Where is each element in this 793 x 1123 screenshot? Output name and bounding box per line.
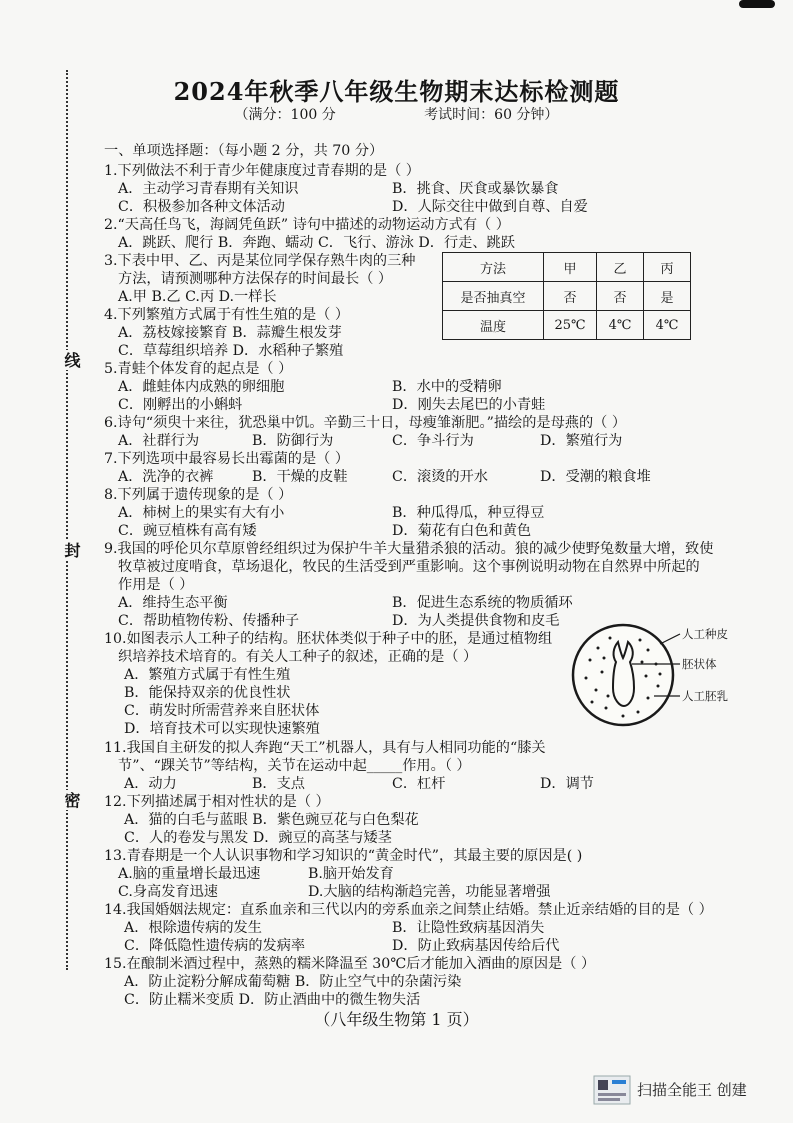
label-artificial-endosperm: 人工胚乳	[682, 689, 728, 703]
exam-info	[0, 104, 793, 124]
q7-option-c: C．滚烫的开水	[392, 469, 488, 485]
q10-option-b: B．能保持双亲的优良性状	[124, 685, 291, 701]
q11-stem-cont: 节”、“踝关节”等结构，关节在运动中起_____作用。（ ）	[118, 758, 471, 774]
table-cell: 是	[644, 282, 691, 311]
table-cell: 温度	[443, 311, 544, 340]
q2-stem: 2.“天高任鸟飞，海阔凭鱼跃” 诗句中描述的动物运动方式有（ ）	[104, 217, 510, 233]
q6-option-b: B．防御行为	[252, 433, 334, 449]
q9-stem-end: 作用是（ ）	[118, 577, 194, 593]
q1-option-c: C．积极参加各种文体活动	[118, 199, 285, 215]
q1-option-d: D．人际交往中做到自尊、自爱	[392, 199, 588, 215]
q1-option-a: A．主动学习青春期有关知识	[118, 181, 299, 197]
q12-stem: 12.下列描述属于相对性状的是（ ）	[104, 794, 330, 810]
q3-stem-cont: 方法，请预测哪种方法保存的时间最长（ ）	[118, 271, 393, 287]
q9-stem: 9.我国的呼伦贝尔草原曾经组织过为保护牛羊大量猎杀狼的活动。狼的减少使野兔数量大增，致使	[104, 541, 714, 557]
q9-option-b: B．促进生态系统的物质循环	[392, 595, 573, 611]
q6-option-c: C．争斗行为	[392, 433, 474, 449]
q4-options-ab: A．荔枝嫁接繁育 B．蒜瓣生根发芽	[118, 325, 342, 341]
table-row	[443, 282, 691, 311]
q6-option-a: A．社群行为	[118, 433, 200, 449]
table-cell: 25℃	[544, 311, 597, 340]
exam-time: 考试时间：60 分钟）	[424, 107, 559, 123]
q10-stem: 10.如图表示人工种子的结构。胚状体类似于种子中的胚，是通过植物组	[104, 631, 553, 647]
q2-options: A．跳跃、爬行 B．奔跑、蠕动 C．飞行、游泳 D．行走、跳跃	[118, 235, 515, 251]
q8-stem: 8.下列属于遗传现象的是（ ）	[104, 487, 293, 503]
binding-line	[66, 70, 68, 970]
artificial-seed-diagram	[568, 620, 788, 730]
table-cell: 丙	[644, 253, 691, 282]
q10-stem-cont: 织培养技术培育的。有关人工种子的叙述，正确的是（ ）	[118, 649, 478, 665]
q11-stem: 11.我国自主研发的拟人奔跑“天工”机器人，具有与人相同功能的“膝关	[104, 740, 546, 756]
q13-option-d: D.大脑的结构渐趋完善，功能显著增强	[308, 884, 551, 900]
q8-option-b: B．种瓜得瓜，种豆得豆	[392, 505, 545, 521]
q5-option-c: C．刚孵出的小蝌蚪	[118, 397, 243, 413]
q5-stem: 5.青蛙个体发育的起点是（ ）	[104, 361, 293, 377]
label-artificial-seed-coat: 人工种皮	[682, 627, 728, 641]
q14-stem: 14.我国婚姻法规定：直系血亲和三代以内的旁系血亲之间禁止结婚。禁止近亲结婚的目的是（ ）	[104, 902, 713, 918]
q15-options-ab: A．防止淀粉分解成葡萄糖 B．防止空气中的杂菌污染	[124, 974, 462, 990]
q11-option-d: D．调节	[540, 776, 594, 792]
page-footer: （八年级生物第 1 页）	[314, 1010, 479, 1029]
q14-option-a: A．根除遗传病的发生	[124, 920, 262, 936]
q13-option-a: A.脑的重量增长最迅速	[118, 866, 261, 882]
page-title: 2024年秋季八年级生物期末达标检测题	[173, 77, 620, 106]
q4-options-cd: C．草莓组织培养 D．水稻种子繁殖	[118, 343, 344, 359]
q9-stem-cont: 牧草被过度啃食，草场退化，牧民的生活受到严重影响。这个事例说明动物在自然界中所起的	[118, 559, 700, 575]
q14-option-d: D．防止致病基因传给后代	[392, 938, 560, 954]
q10-option-c: C．萌发时所需营养来自胚状体	[124, 703, 320, 719]
watermark-text: 扫描全能王 创建	[637, 1081, 747, 1099]
q1-stem: 1.下列做法不利于青少年健康度过青春期的是（ ）	[104, 163, 420, 179]
table-cell: 乙	[597, 253, 644, 282]
full-marks: （满分：100 分	[234, 107, 336, 123]
q14-option-c: C．降低隐性遗传病的发病率	[124, 938, 306, 954]
table-cell: 甲	[544, 253, 597, 282]
margin-char-line: 线	[62, 352, 81, 368]
margin-char-secret: 密	[62, 792, 81, 808]
q11-option-a: A．动力	[124, 776, 177, 792]
q6-stem: 6.诗句“须臾十来往，犹恐巢中饥。辛勤三十日，母瘦雏渐肥。”描绘的是母燕的（ ）	[104, 415, 627, 431]
q13-option-c: C.身高发育迅速	[118, 884, 218, 900]
label-line-coat	[660, 634, 680, 644]
table-cell: 4℃	[597, 311, 644, 340]
q15-stem: 15.在酿制米酒过程中，蒸熟的糯米降温至 30℃后才能加入酒曲的原因是（ ）	[104, 956, 596, 972]
q12-options-ab: A．猫的白毛与蓝眼 B．紫色豌豆花与白色梨花	[124, 812, 419, 828]
q8-option-c: C．豌豆植株有高有矮	[118, 523, 257, 539]
q14-option-b: B．让隐性致病基因消失	[392, 920, 545, 936]
q12-options-cd: C．人的卷发与黑发 D．豌豆的高茎与矮茎	[124, 830, 392, 846]
table-cell: 4℃	[644, 311, 691, 340]
table-cell: 是否抽真空	[443, 282, 544, 311]
q8-option-a: A．柿树上的果实有大有小	[118, 505, 285, 521]
table-cell: 否	[544, 282, 597, 311]
q9-option-c: C．帮助植物传粉、传播种子	[118, 613, 300, 629]
q3-options: A.甲 B.乙 C.丙 D.一样长	[118, 289, 277, 305]
q13-stem: 13.青春期是一个人认识事物和学习知识的“黄金时代”，其最主要的原因是( )	[104, 848, 583, 864]
q9-option-a: A．维持生态平衡	[118, 595, 228, 611]
q6-option-d: D．繁殖行为	[540, 433, 623, 449]
q10-option-d: D．培育技术可以实现快速繁殖	[124, 721, 320, 737]
q8-option-d: D．菊花有白色和黄色	[392, 523, 532, 539]
q3-stem: 3.下表中甲、乙、丙是某位同学保存熟牛肉的三种	[104, 253, 416, 269]
q9-option-d: D．为人类提供食物和皮毛	[392, 613, 560, 629]
scan-mark	[739, 0, 775, 8]
table-cell: 否	[597, 282, 644, 311]
q11-option-c: C．杠杆	[392, 776, 446, 792]
table-row	[443, 253, 691, 282]
label-embryoid: 胚状体	[682, 657, 717, 671]
qr-block	[598, 1098, 620, 1101]
storage-table	[442, 252, 691, 340]
section-heading: 一、单项选择题：（每小题 2 分，共 70 分）	[104, 143, 384, 159]
qr-block	[598, 1080, 608, 1090]
q7-option-b: B．干燥的皮鞋	[252, 469, 348, 485]
q5-option-d: D．刚失去尾巴的小青蛙	[392, 397, 546, 413]
qr-block	[598, 1093, 626, 1096]
q15-options-cd: C．防止糯米变质 D．防止酒曲中的微生物失活	[124, 992, 421, 1008]
q13-option-b: B.脑开始发育	[308, 866, 394, 882]
q4-stem: 4.下列繁殖方式属于有性生殖的是（ ）	[104, 307, 350, 323]
q7-stem: 7.下列选项中最容易长出霉菌的是（ ）	[104, 451, 350, 467]
qr-block	[612, 1080, 626, 1084]
q5-option-a: A．雌蛙体内成熟的卵细胞	[118, 379, 285, 395]
q5-option-b: B．水中的受精卵	[392, 379, 502, 395]
q10-option-a: A．繁殖方式属于有性生殖	[124, 667, 291, 683]
q1-option-b: B．挑食、厌食或暴饮暴食	[392, 181, 559, 197]
q7-option-d: D．受潮的粮食堆	[540, 469, 651, 485]
margin-char-seal: 封	[62, 542, 81, 558]
q11-option-b: B．支点	[252, 776, 305, 792]
table-row	[443, 311, 691, 340]
q7-option-a: A．洗净的衣裤	[118, 469, 214, 485]
table-cell: 方法	[443, 253, 544, 282]
